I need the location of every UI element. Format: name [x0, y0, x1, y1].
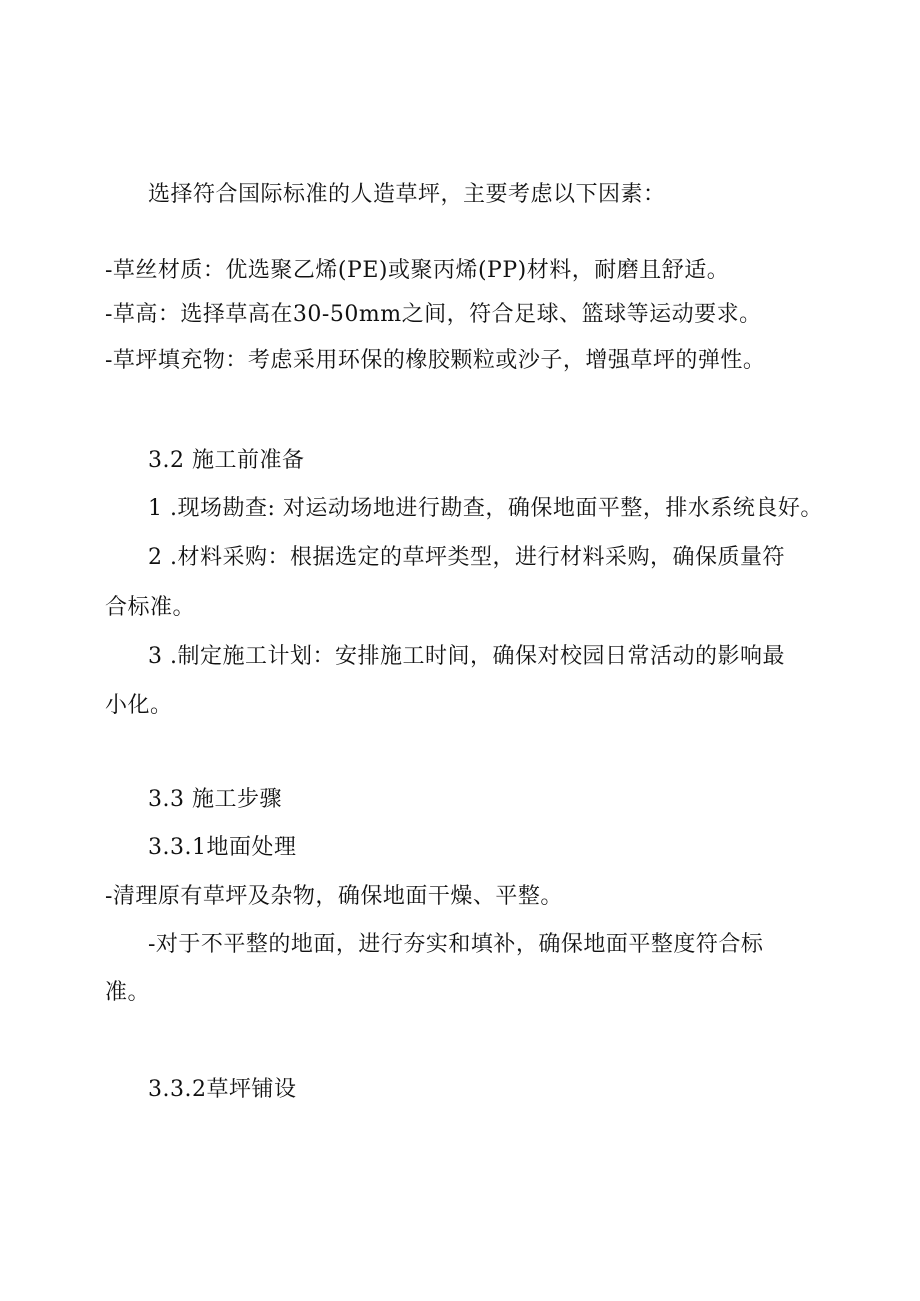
- prep-item-survey: 1 .现场勘查: 对运动场地进行勘查，确保地面平整，排水系统良好。: [148, 496, 823, 521]
- section-heading-3-2: 3.2 施工前准备: [148, 448, 305, 473]
- prep-item-purchase-cont: 合标准。: [105, 595, 196, 620]
- intro-paragraph: 选择符合国际标准的人造草坪，主要考虑以下因素：: [148, 182, 666, 207]
- factor-item-infill: -草坪填充物：考虑采用环保的橡胶颗粒或沙子，增强草坪的弹性。: [105, 348, 766, 373]
- subsection-heading-3-3-1: 3.3.1地面处理: [148, 835, 297, 860]
- prep-item-plan-cont: 小化。: [105, 693, 173, 718]
- factor-item-height: -草高：选择草高在30-50mm之间，符合足球、篮球等运动要求。: [105, 302, 762, 327]
- factor-item-material: -草丝材质：优选聚乙烯(PE)或聚丙烯(PP)材料，耐磨且舒适。: [105, 258, 730, 283]
- ground-item-level-cont: 准。: [105, 980, 151, 1005]
- prep-item-purchase: 2 .材料采购：根据选定的草坪类型，进行材料采购，确保质量符: [148, 545, 785, 570]
- ground-item-level: -对于不平整的地面，进行夯实和填补，确保地面平整度符合标: [148, 932, 764, 957]
- ground-item-clean: -清理原有草坪及杂物，确保地面干燥、平整。: [105, 884, 563, 909]
- subsection-heading-3-3-2: 3.3.2草坪铺设: [148, 1077, 297, 1102]
- section-heading-3-3: 3.3 施工步骤: [148, 787, 282, 812]
- prep-item-plan: 3 .制定施工计划：安排施工时间，确保对校园日常活动的影响最: [148, 644, 785, 669]
